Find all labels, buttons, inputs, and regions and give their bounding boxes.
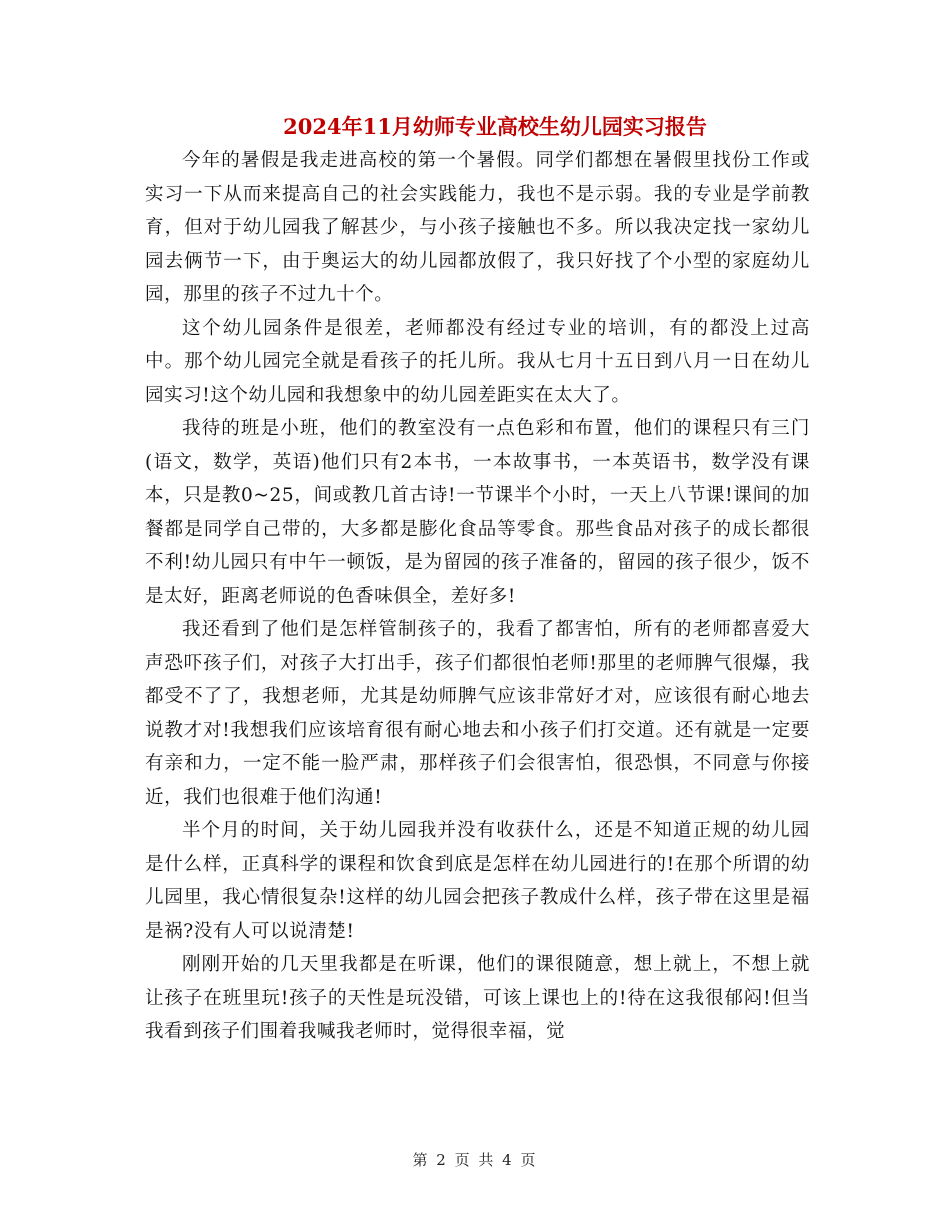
paragraph: 刚刚开始的几天里我都是在听课，他们的课很随意，想上就上，不想上就让孩子在班里玩!孩子的天性是玩没错，可该上课也上的!待在这我很郁闷!但当我看到孩子们围着我喊我老师时，觉得很幸福，觉 <box>145 954 810 1042</box>
document-title: 2024年11月幼师专业高校生幼儿园实习报告 <box>283 114 707 139</box>
paragraph: 这个幼儿园条件是很差，老师都没有经过专业的培训，有的都没上过高中。那个幼儿园完全就是看孩子的托儿所。我从七月十五日到八月一日在幼儿园实习!这个幼儿园和我想象中的幼儿园差距实在太大了。 <box>145 317 810 406</box>
paragraph: 我待的班是小班，他们的教室没有一点色彩和布置，他们的课程只有三门(语文，数学，英语)他们只有2本书，一本故事书，一本英语书，数学没有课本，只是教0~25，间或教几首古诗!一节课半个小时，一天上八节课!课间的加餐都是同学自己带的，大多都是膨化食品等零食。那些食品对孩子的成长都很不利!幼儿园只有中午一顿饭，是为留园的孩子准备的，留园的孩子很少，饭不是太好，距离老师说的色香味俱全，差好多! <box>145 418 810 607</box>
paragraph: 半个月的时间，关于幼儿园我并没有收获什么，还是不知道正规的幼儿园是什么样，正真科学的课程和饮食到底是怎样在幼儿园进行的!在那个所谓的幼儿园里，我心情很复杂!这样的幼儿园会把孩子教成什么样，孩子带在这里是福是祸?没有人可以说清楚! <box>145 820 810 942</box>
paragraph: 今年的暑假是我走进高校的第一个暑假。同学们都想在暑假里找份工作或实习一下从而来提高自己的社会实践能力，我也不是示弱。我的专业是学前教育，但对于幼儿园我了解甚少，与小孩子接触也不多。所以我决定找一家幼儿园去俩节一下，由于奥运大的幼儿园都放假了，我只好找了个小型的家庭幼儿园，那里的孩子不过九十个。 <box>145 150 810 305</box>
document-body <box>145 144 810 1049</box>
paragraph: 我还看到了他们是怎样管制孩子的，我看了都害怕，所有的老师都喜爱大声恐吓孩子们，对孩子大打出手，孩子们都很怕老师!那里的老师脾气很爆，我都受不了了，我想老师，尤其是幼师脾气应该非常好才对，应该很有耐心地去说教才对!我想我们应该培育很有耐心地去和小孩子们打交道。还有就是一定要有亲和力，一定不能一脸严肃，那样孩子们会很害怕，很恐惧，不同意与你接近，我们也很难于他们沟通! <box>145 619 810 808</box>
page-footer: 第 2 页 共 4 页 <box>412 1151 538 1169</box>
